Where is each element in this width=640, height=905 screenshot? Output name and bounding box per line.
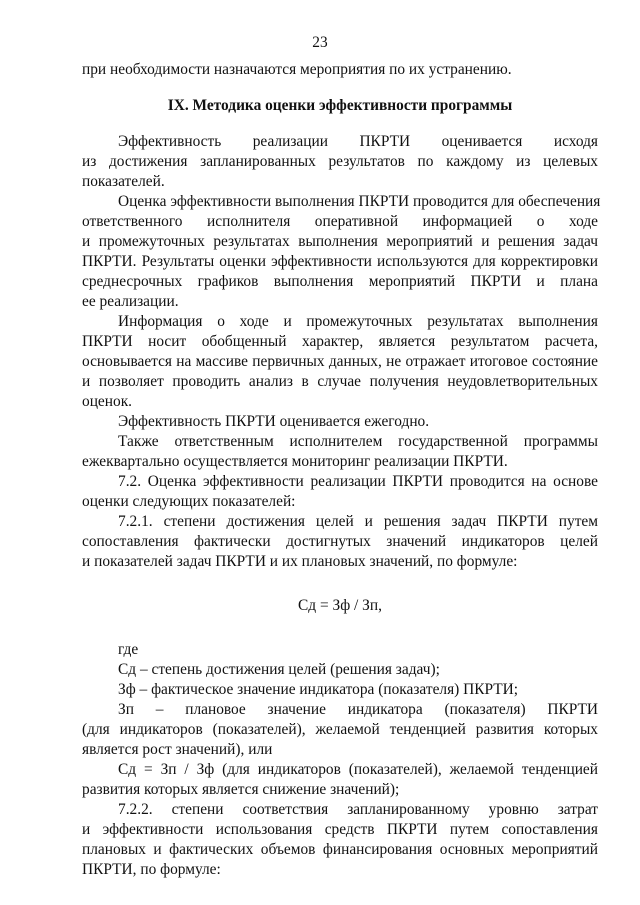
text-line: основывается на массиве первичных данных, не отражает итоговое состояние (82, 353, 598, 370)
text-line: где (118, 641, 139, 658)
text-line: Оценка эффективности выполнения ПКРТИ проводится для обеспечения (118, 193, 601, 210)
text-line: среднесрочных графиков выполнения мероприятий ПКРТИ и плана (82, 273, 598, 290)
text-line: и показателей задач ПКРТИ и их плановых значений, по формуле: (82, 553, 518, 570)
text-line: ежеквартально осуществляется мониторинг реализации ПКРТИ. (82, 453, 508, 470)
text-line: ПКРТИ, по формуле: (82, 861, 221, 878)
text-line: и промежуточных результатах выполнения мероприятий и решения задач (82, 233, 598, 250)
text-line: является рост значений), или (82, 741, 273, 758)
text-line: Также ответственным исполнителем государственной программы (118, 433, 598, 450)
text-line: сопоставления фактически достигнутых значений индикаторов целей (82, 533, 598, 550)
spacer (82, 116, 598, 132)
text-line: ответственного исполнителя оперативной информацией о ходе (82, 213, 598, 230)
text-line: развития которых является снижение значений); (82, 781, 400, 798)
text-line: при необходимости назначаются мероприятия по их устранению. (82, 61, 512, 78)
spacer (82, 572, 598, 596)
text-line: (для индикаторов (показателей), желаемой тенденцией развития которых (82, 721, 598, 738)
text-line: плановых и фактических объемов финансирования основных мероприятий (82, 841, 598, 858)
text-line: оценок. (82, 393, 133, 410)
text-line: и эффективности использования средств ПКРТИ путем сопоставления (82, 821, 598, 838)
section-heading: IX. Методика оценки эффективности программы (167, 97, 513, 114)
text-line: 7.2.1. степени достижения целей и решения задач ПКРТИ путем (118, 513, 598, 530)
text-line: Сд = Зп / Зф (для индикаторов (показателей), желаемой тенденцией (118, 761, 598, 778)
text-line: из достижения запланированных результатов по каждому из целевых (82, 153, 598, 170)
text-line: 7.2.2. степени соответствия запланированному уровню затрат (118, 801, 598, 818)
text-line: 7.2. Оценка эффективности реализации ПКРТИ проводится на основе (118, 473, 598, 490)
text-line: Эффективность ПКРТИ оценивается ежегодно. (118, 413, 430, 430)
text-line: Зп – плановое значение индикатора (показателя) ПКРТИ (118, 701, 598, 718)
text-line: Информация о ходе и промежуточных результатах выполнения (118, 313, 598, 330)
formula-line: Сд = Зф / Зп, (298, 597, 382, 614)
text-line: и позволяет проводить анализ в случае получения неудовлетворительных (82, 373, 598, 390)
text-line: ПКРТИ носит обобщенный характер, является результатом расчета, (82, 333, 598, 350)
page-number: 23 (312, 34, 328, 51)
text-line: Зф – фактическое значение индикатора (показателя) ПКРТИ; (118, 681, 519, 698)
spacer (82, 616, 598, 640)
text-line: Сд – степень достижения целей (решения задач); (118, 661, 440, 678)
text-line: ПКРТИ. Результаты оценки эффективности используются для корректировки (82, 253, 598, 270)
text-line: Эффективность реализации ПКРТИ оценивается исходя (118, 133, 598, 150)
text-line: ее реализации. (82, 293, 179, 310)
text-line: оценки следующих показателей: (82, 493, 296, 510)
text-line: показателей. (82, 173, 165, 190)
document-body (82, 60, 601, 880)
spacer (82, 80, 598, 96)
